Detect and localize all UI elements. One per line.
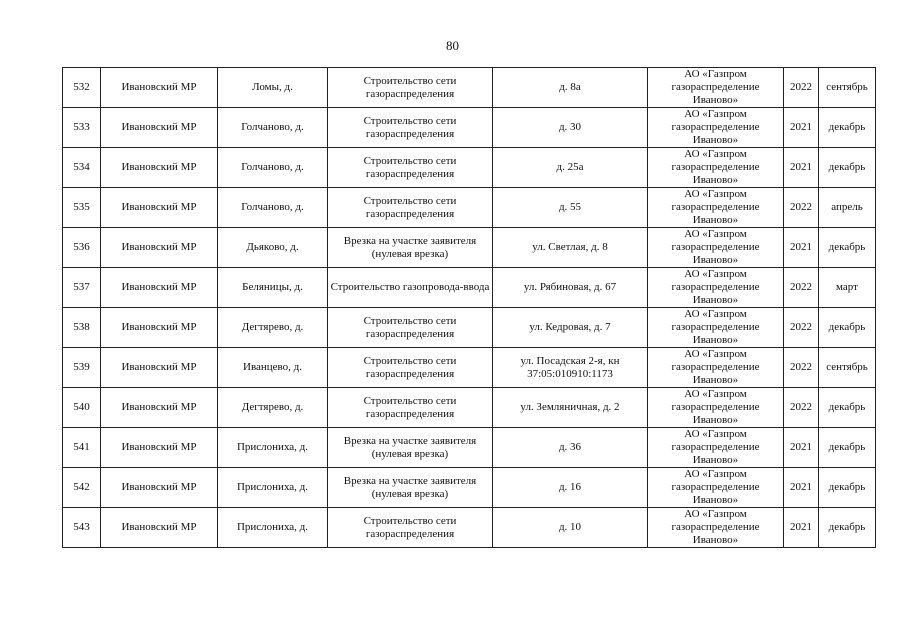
address-cell: ул. Посадская 2-я, кн 37:05:010910:1173 xyxy=(493,348,648,388)
district-cell: Ивановский МР xyxy=(101,68,218,108)
district-cell: Ивановский МР xyxy=(101,228,218,268)
district-cell: Ивановский МР xyxy=(101,348,218,388)
organization-cell: АО «Газпром газораспределение Иваново» xyxy=(648,428,784,468)
organization-cell: АО «Газпром газораспределение Иваново» xyxy=(648,108,784,148)
district-cell: Ивановский МР xyxy=(101,268,218,308)
organization-cell: АО «Газпром газораспределение Иваново» xyxy=(648,348,784,388)
year-cell: 2022 xyxy=(784,188,819,228)
work-type-cell: Врезка на участке заявителя (нулевая врезка) xyxy=(328,228,493,268)
settlement-cell: Голчаново, д. xyxy=(218,148,328,188)
work-type-cell: Строительство сети газораспределения xyxy=(328,308,493,348)
table-row xyxy=(63,68,876,108)
table-row xyxy=(63,428,876,468)
work-type-cell: Строительство сети газораспределения xyxy=(328,508,493,548)
district-cell: Ивановский МР xyxy=(101,388,218,428)
settlement-cell: Голчаново, д. xyxy=(218,108,328,148)
district-cell: Ивановский МР xyxy=(101,308,218,348)
year-cell: 2021 xyxy=(784,428,819,468)
month-cell: декабрь xyxy=(819,508,876,548)
row-number-cell: 535 xyxy=(63,188,101,228)
address-cell: д. 36 xyxy=(493,428,648,468)
work-type-cell: Строительство сети газораспределения xyxy=(328,68,493,108)
district-cell: Ивановский МР xyxy=(101,508,218,548)
row-number-cell: 540 xyxy=(63,388,101,428)
work-type-cell: Строительство сети газораспределения xyxy=(328,148,493,188)
table-row xyxy=(63,268,876,308)
district-cell: Ивановский МР xyxy=(101,148,218,188)
settlement-cell: Иванцево, д. xyxy=(218,348,328,388)
month-cell: декабрь xyxy=(819,108,876,148)
settlement-cell: Дегтярево, д. xyxy=(218,388,328,428)
table-row xyxy=(63,228,876,268)
table-row xyxy=(63,468,876,508)
organization-cell: АО «Газпром газораспределение Иваново» xyxy=(648,388,784,428)
settlement-cell: Ломы, д. xyxy=(218,68,328,108)
gasification-table xyxy=(62,67,876,548)
table-row xyxy=(63,508,876,548)
settlement-cell: Дегтярево, д. xyxy=(218,308,328,348)
address-cell: д. 25а xyxy=(493,148,648,188)
organization-cell: АО «Газпром газораспределение Иваново» xyxy=(648,508,784,548)
organization-cell: АО «Газпром газораспределение Иваново» xyxy=(648,68,784,108)
year-cell: 2022 xyxy=(784,268,819,308)
month-cell: декабрь xyxy=(819,148,876,188)
month-cell: декабрь xyxy=(819,308,876,348)
row-number-cell: 533 xyxy=(63,108,101,148)
month-cell: декабрь xyxy=(819,428,876,468)
year-cell: 2022 xyxy=(784,388,819,428)
month-cell: декабрь xyxy=(819,388,876,428)
year-cell: 2021 xyxy=(784,508,819,548)
address-cell: д. 8а xyxy=(493,68,648,108)
row-number-cell: 537 xyxy=(63,268,101,308)
month-cell: апрель xyxy=(819,188,876,228)
year-cell: 2021 xyxy=(784,228,819,268)
year-cell: 2021 xyxy=(784,148,819,188)
settlement-cell: Прислониха, д. xyxy=(218,468,328,508)
address-cell: д. 10 xyxy=(493,508,648,548)
work-type-cell: Врезка на участке заявителя (нулевая врезка) xyxy=(328,468,493,508)
address-cell: ул. Кедровая, д. 7 xyxy=(493,308,648,348)
settlement-cell: Беляницы, д. xyxy=(218,268,328,308)
row-number-cell: 536 xyxy=(63,228,101,268)
year-cell: 2021 xyxy=(784,468,819,508)
organization-cell: АО «Газпром газораспределение Иваново» xyxy=(648,188,784,228)
address-cell: д. 16 xyxy=(493,468,648,508)
address-cell: д. 30 xyxy=(493,108,648,148)
month-cell: декабрь xyxy=(819,228,876,268)
settlement-cell: Прислониха, д. xyxy=(218,508,328,548)
address-cell: ул. Земляничная, д. 2 xyxy=(493,388,648,428)
address-cell: ул. Рябиновая, д. 67 xyxy=(493,268,648,308)
month-cell: декабрь xyxy=(819,468,876,508)
row-number-cell: 543 xyxy=(63,508,101,548)
year-cell: 2022 xyxy=(784,348,819,388)
district-cell: Ивановский МР xyxy=(101,468,218,508)
month-cell: март xyxy=(819,268,876,308)
row-number-cell: 538 xyxy=(63,308,101,348)
work-type-cell: Строительство сети газораспределения xyxy=(328,188,493,228)
settlement-cell: Прислониха, д. xyxy=(218,428,328,468)
settlement-cell: Дьяково, д. xyxy=(218,228,328,268)
row-number-cell: 541 xyxy=(63,428,101,468)
year-cell: 2021 xyxy=(784,108,819,148)
table-row xyxy=(63,188,876,228)
work-type-cell: Строительство сети газораспределения xyxy=(328,348,493,388)
work-type-cell: Строительство сети газораспределения xyxy=(328,108,493,148)
table-row xyxy=(63,348,876,388)
organization-cell: АО «Газпром газораспределение Иваново» xyxy=(648,148,784,188)
table-body xyxy=(63,68,876,548)
organization-cell: АО «Газпром газораспределение Иваново» xyxy=(648,268,784,308)
row-number-cell: 539 xyxy=(63,348,101,388)
year-cell: 2022 xyxy=(784,308,819,348)
table-row xyxy=(63,148,876,188)
organization-cell: АО «Газпром газораспределение Иваново» xyxy=(648,228,784,268)
organization-cell: АО «Газпром газораспределение Иваново» xyxy=(648,468,784,508)
district-cell: Ивановский МР xyxy=(101,188,218,228)
year-cell: 2022 xyxy=(784,68,819,108)
work-type-cell: Строительство газопровода-ввода xyxy=(328,268,493,308)
table-row xyxy=(63,108,876,148)
month-cell: сентябрь xyxy=(819,68,876,108)
work-type-cell: Врезка на участке заявителя (нулевая врезка) xyxy=(328,428,493,468)
row-number-cell: 534 xyxy=(63,148,101,188)
address-cell: д. 55 xyxy=(493,188,648,228)
work-type-cell: Строительство сети газораспределения xyxy=(328,388,493,428)
district-cell: Ивановский МР xyxy=(101,108,218,148)
address-cell: ул. Светлая, д. 8 xyxy=(493,228,648,268)
settlement-cell: Голчаново, д. xyxy=(218,188,328,228)
month-cell: сентябрь xyxy=(819,348,876,388)
district-cell: Ивановский МР xyxy=(101,428,218,468)
table-row xyxy=(63,388,876,428)
row-number-cell: 542 xyxy=(63,468,101,508)
table-row xyxy=(63,308,876,348)
page-number: 80 xyxy=(446,38,459,53)
organization-cell: АО «Газпром газораспределение Иваново» xyxy=(648,308,784,348)
row-number-cell: 532 xyxy=(63,68,101,108)
